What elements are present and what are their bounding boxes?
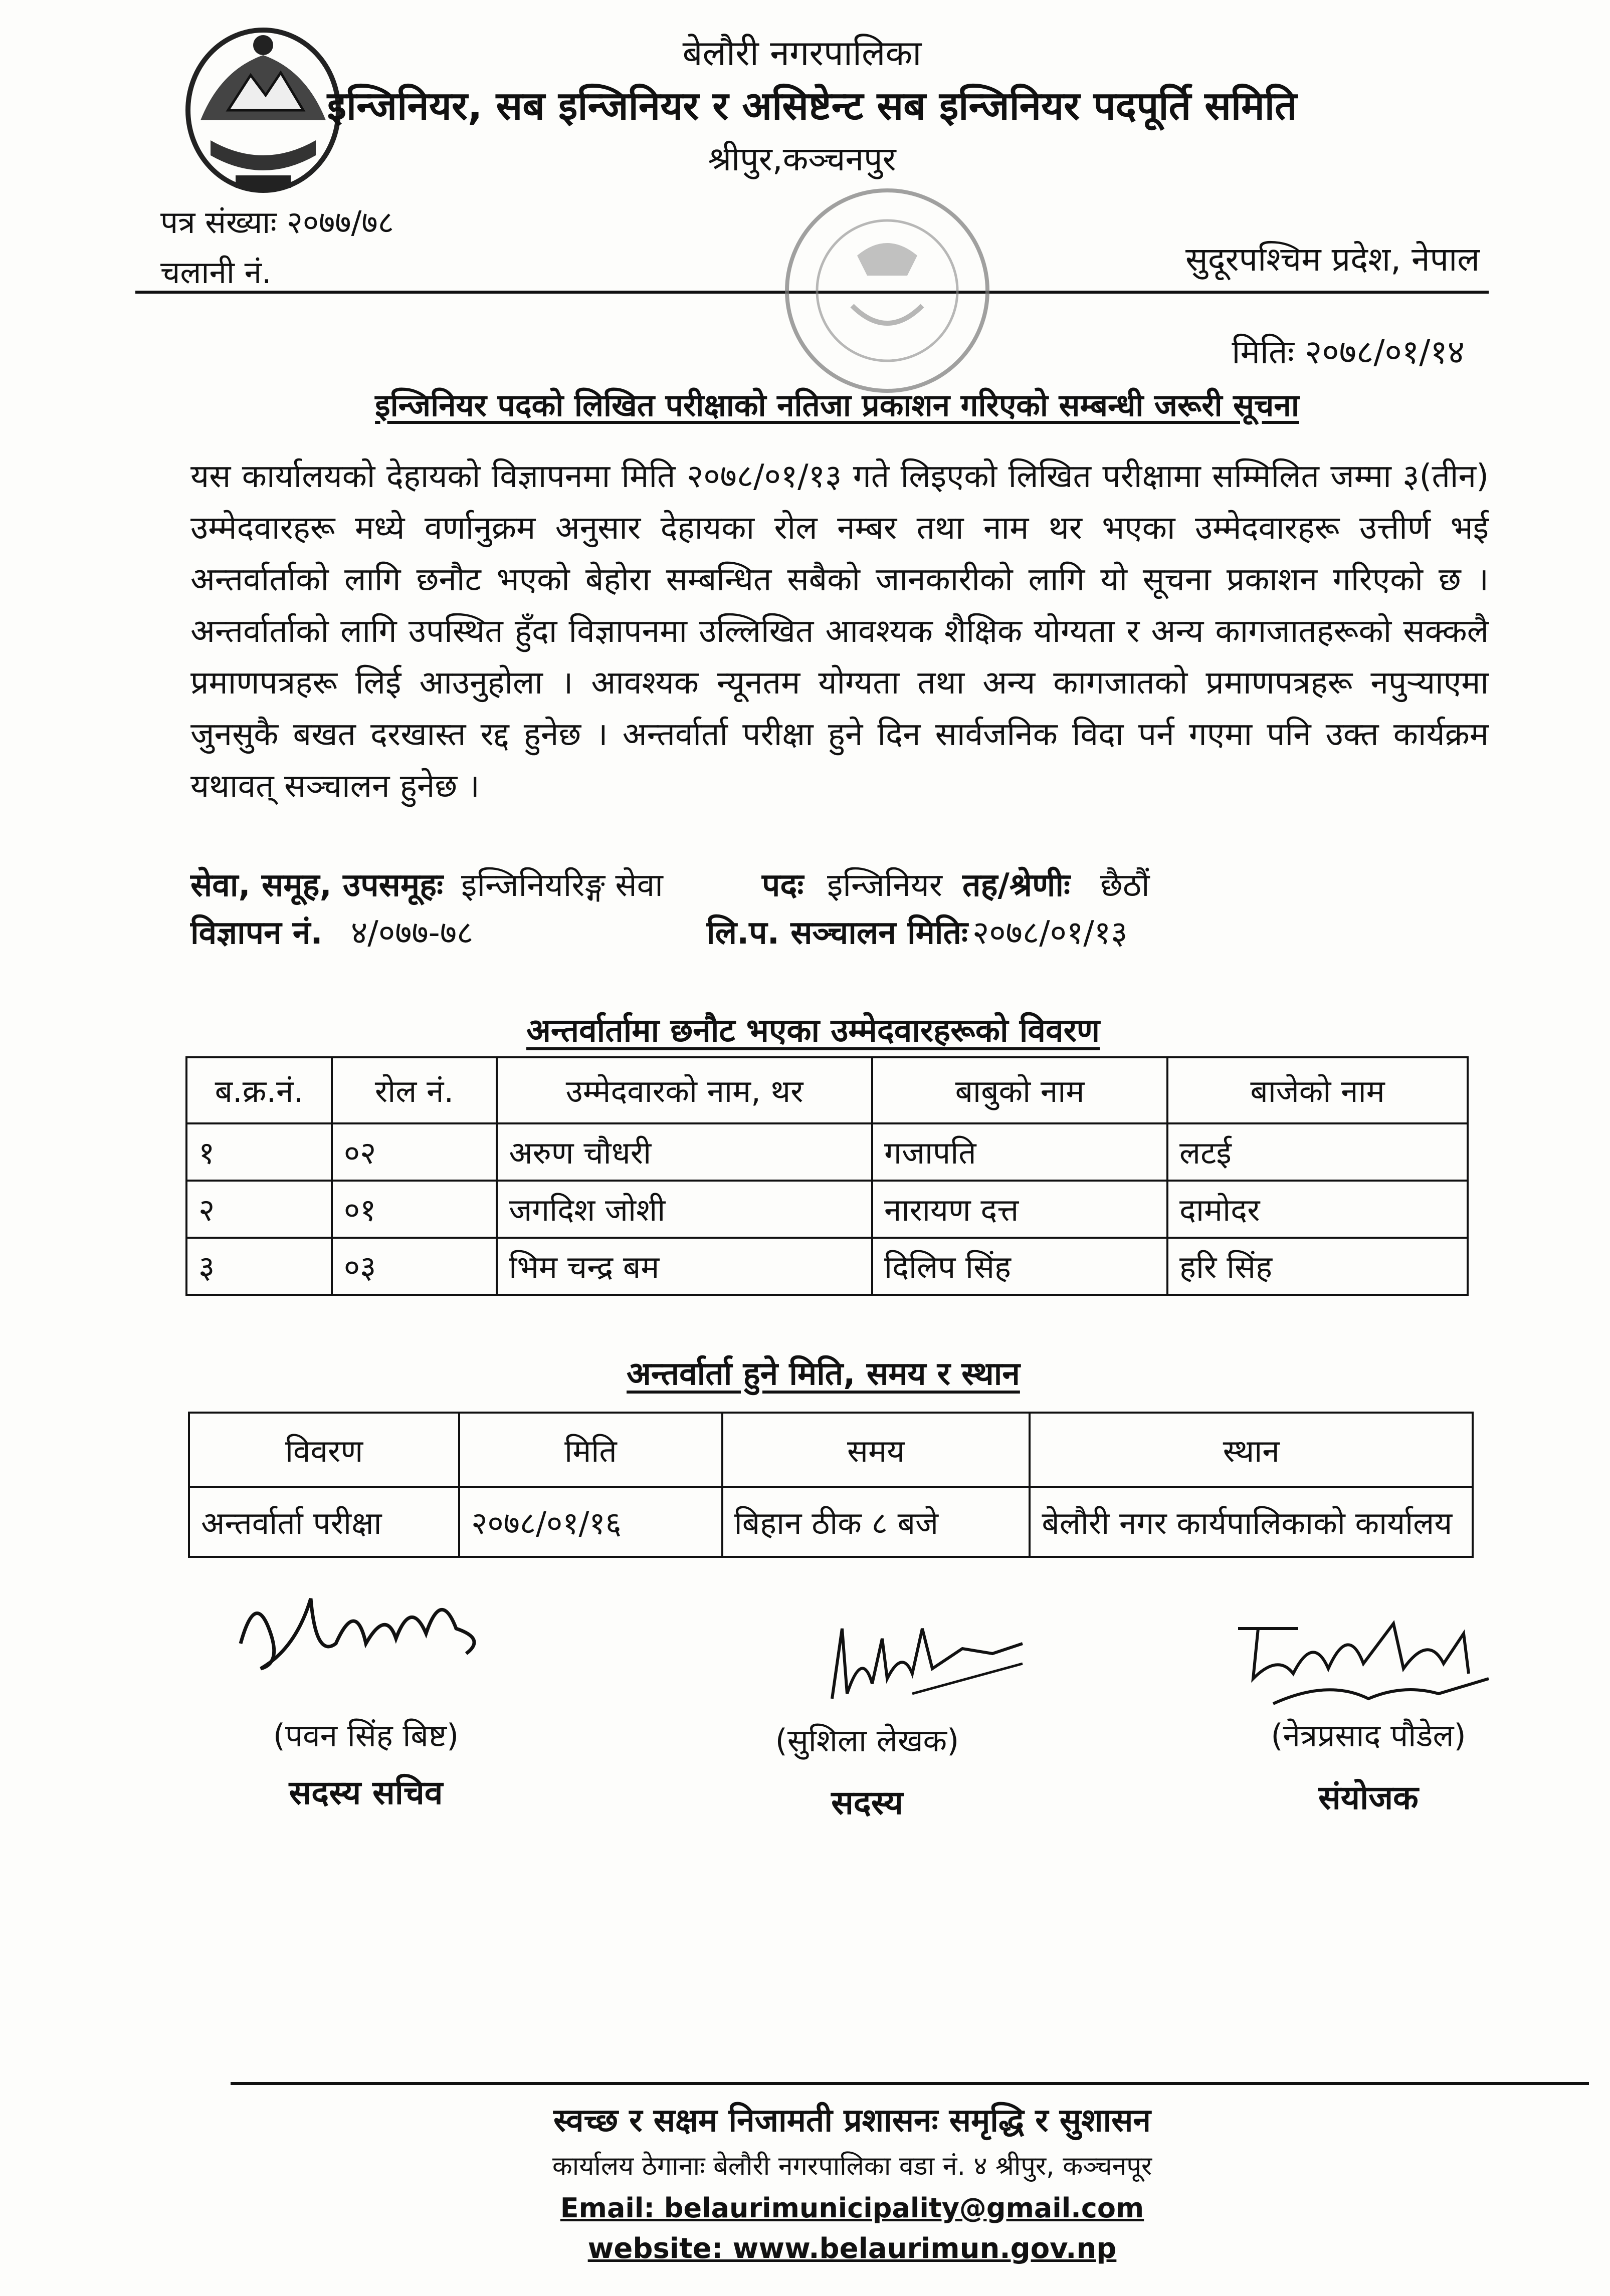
grandfather-name-cell: हरि सिंह: [1167, 1238, 1468, 1295]
table-row: [189, 1487, 1473, 1557]
committee-name: इन्जिनियर, सब इन्जिनियर र असिष्टेन्ट सब इन्जिनियर पदपूर्ति समिति: [327, 84, 1297, 129]
notice-date: मितिः २०७८/०१/१४: [1232, 333, 1465, 371]
notice-subject: इन्जिनियर पदको लिखित परीक्षाको नतिजा प्रकाशन गरिएको सम्बन्धी जरूरी सूचना: [375, 387, 1299, 423]
grandfather-name-cell: दामोदर: [1167, 1181, 1468, 1238]
roll-cell: ०३: [332, 1238, 497, 1295]
post-value: इन्जिनियर: [827, 867, 942, 904]
footer-email-link[interactable]: Email: belaurimunicipality@gmail.com: [560, 2192, 1144, 2224]
advertisement-label: विज्ञापन नं.: [190, 914, 323, 952]
footer-divider: [231, 2082, 1589, 2085]
column-header: बाबुको नाम: [872, 1057, 1167, 1123]
serial-cell: ३: [186, 1238, 332, 1295]
serial-cell: १: [186, 1123, 332, 1181]
column-header: मिति: [459, 1413, 722, 1487]
organization-name: बेलौरी नगरपालिका: [682, 33, 922, 74]
table-header-row: [189, 1413, 1473, 1487]
service-label: सेवा, समूह, उपसमूहः: [190, 867, 444, 904]
candidate-name-cell: अरुण चौधरी: [497, 1123, 872, 1181]
roll-cell: ०२: [332, 1123, 497, 1181]
signatory-name: (पवन सिंह बिष्ट): [273, 1717, 459, 1754]
column-header: स्थान: [1030, 1413, 1473, 1487]
signatory-name: (सुशिला लेखक): [775, 1722, 959, 1759]
table-header-row: [186, 1057, 1468, 1123]
province-name: सुदूरपश्चिम प्रदेश, नेपाल: [1185, 240, 1480, 279]
signature-member: [812, 1598, 1093, 1714]
office-stamp-icon: [757, 180, 1018, 401]
candidates-table: [185, 1056, 1469, 1296]
signatory-name: (नेत्रप्रसाद पौडेल): [1271, 1717, 1466, 1754]
level-value: छैठौं: [1100, 867, 1150, 904]
footer-website-link[interactable]: website: www.belaurimun.gov.np: [587, 2232, 1117, 2265]
signatory-role: सदस्य: [831, 1783, 903, 1822]
signature-member-secretary: [226, 1568, 506, 1684]
father-name-cell: दिलिप सिंह: [872, 1238, 1167, 1295]
column-header: समय: [722, 1413, 1030, 1487]
candidate-name-cell: जगदिश जोशी: [497, 1181, 872, 1238]
serial-cell: २: [186, 1181, 332, 1238]
roll-cell: ०१: [332, 1181, 497, 1238]
column-header: बाजेको नाम: [1167, 1057, 1468, 1123]
level-label: तह/श्रेणीः: [962, 867, 1070, 904]
interview-table-title: अन्तर्वार्ता हुने मिति, समय र स्थान: [627, 1355, 1020, 1393]
column-header: ब.क्र.नं.: [186, 1057, 332, 1123]
post-label: पदः: [762, 867, 804, 904]
organization-address: श्रीपुर,कञ्चनपुर: [708, 140, 896, 178]
exam-date-label: लि.प. सञ्चालन मितिः: [707, 914, 968, 952]
footer-office-address: कार्यालय ठेगानाः बेलौरी नगरपालिका वडा नं. ४ श्रीपुर, कञ्चनपूर: [552, 2151, 1152, 2181]
table-row: [186, 1123, 1468, 1181]
exam-date-value: २०७८/०१/१३: [972, 914, 1128, 952]
footer-motto: स्वच्छ र सक्षम निजामती प्रशासनः समृद्धि र सुशासन: [553, 2102, 1151, 2139]
time-cell: बिहान ठीक ८ बजे: [722, 1487, 1030, 1557]
notice-body: यस कार्यालयको देहायको विज्ञापनमा मिति २०७८/०१/१३ गते लिइएको लिखित परीक्षामा सम्मिलित जम्मा ३(तीन) उम्मेदवारहरू मध्ये वर्णानुक्रम अनुसार देहायका रोल नम्बर तथा नाम थर भएका उम्मेदवारहरू उत्तीर्ण भई अन्तर्वार्ताको लागि छनौट भएको बेहोरा सम्बन्धित सबैको जानकारीको लागि यो सूचना प्रकाशन गरिएको छ । अन्तर्वार्ताको लागि उपस्थित हुँदा विज्ञापनमा उल्लिखित आवश्यक शैक्षिक योग्यता र अन्य कागजातहरूको सक्कलै प्रमाणपत्रहरू लिई आउनुहोला । आवश्यक न्यूनतम योग्यता तथा अन्य कागजातको प्रमाणपत्रहरू नपुऱ्याएमा जुनसुकै बखत दरखास्त रद्द हुनेछ । अन्तर्वार्ता परीक्षा हुने दिन सार्वजनिक विदा पर्न गएमा पनि उक्त कार्यक्रम यथावत् सञ्चालन हुनेछ ।: [190, 458, 1489, 805]
table-row: [186, 1238, 1468, 1295]
father-name-cell: नारायण दत्त: [872, 1181, 1167, 1238]
candidates-table-title: अन्तर्वार्तामा छनौट भएका उम्मेदवारहरूको विवरण: [526, 1012, 1100, 1049]
grandfather-name-cell: लटई: [1167, 1123, 1468, 1181]
column-header: रोल नं.: [332, 1057, 497, 1123]
venue-cell: बेलौरी नगर कार्यपालिकाको कार्यालय: [1030, 1487, 1473, 1557]
signature-coordinator: [1228, 1603, 1509, 1719]
description-cell: अन्तर्वार्ता परीक्षा: [189, 1487, 459, 1557]
father-name-cell: गजापति: [872, 1123, 1167, 1181]
letter-number: पत्र संख्याः २०७७/७८: [160, 204, 394, 241]
service-value: इन्जिनियरिङ्ग सेवा: [461, 867, 663, 904]
signatory-role: संयोजक: [1318, 1778, 1419, 1817]
advertisement-value: ४/०७७-७८: [351, 914, 474, 952]
date-cell: २०७८/०१/१६: [459, 1487, 722, 1557]
signatory-role: सदस्य सचिव: [289, 1773, 443, 1812]
column-header: उम्मेदवारको नाम, थर: [497, 1057, 872, 1123]
table-row: [186, 1181, 1468, 1238]
interview-table: [188, 1412, 1474, 1558]
column-header: विवरण: [189, 1413, 459, 1487]
candidate-name-cell: भिम चन्द्र बम: [497, 1238, 872, 1295]
dispatch-number: चलानी नं.: [160, 254, 272, 291]
